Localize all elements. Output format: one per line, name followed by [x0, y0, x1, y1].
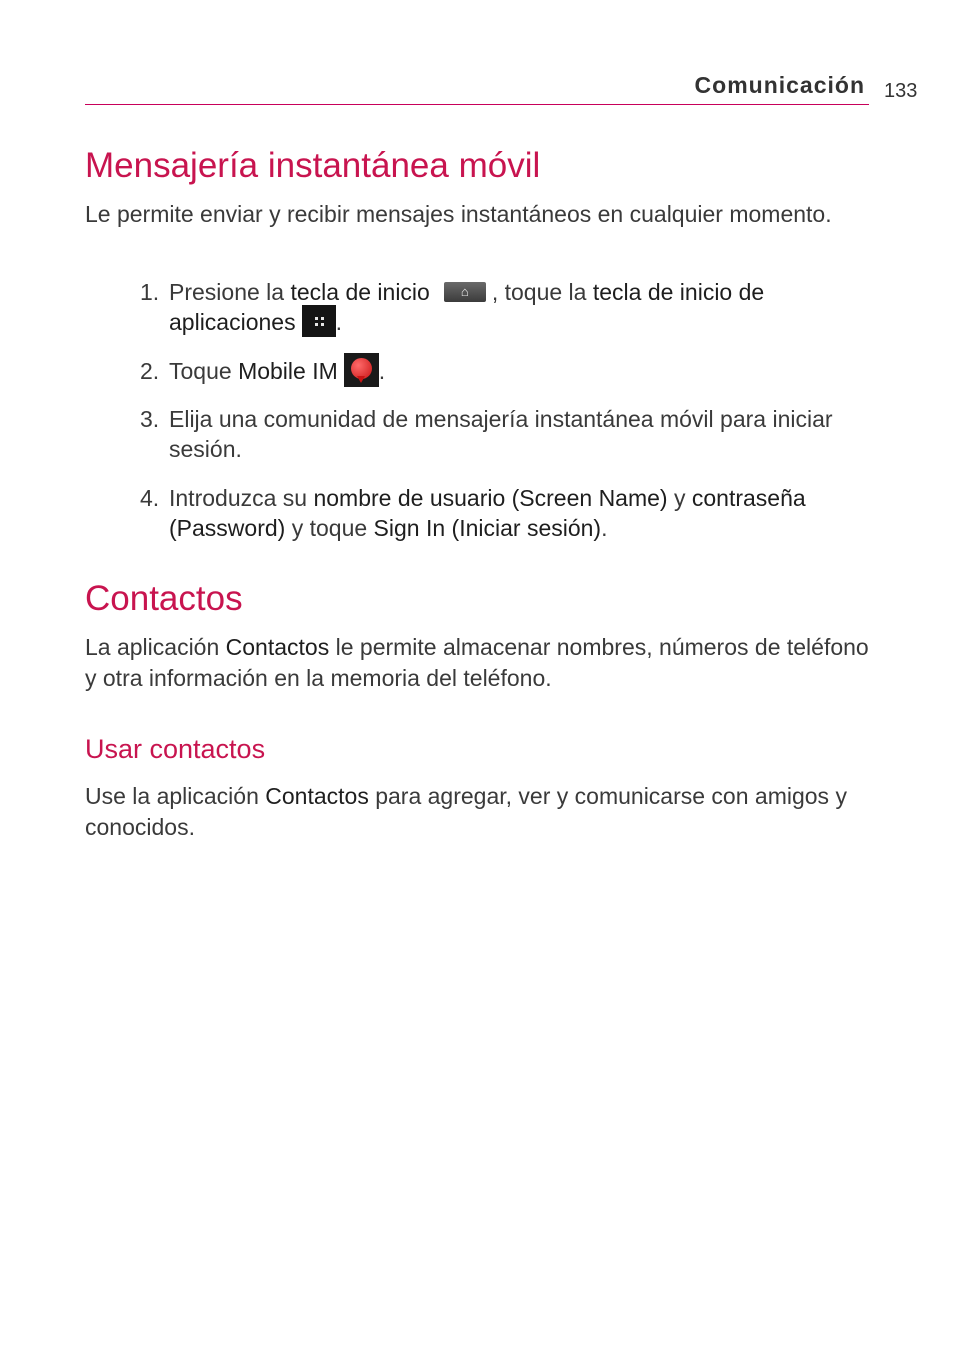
step-text-part: .: [335, 309, 342, 335]
step-text-part: Presione la: [169, 279, 291, 305]
step-number: 2.: [140, 358, 160, 384]
step-text-part: , toque la: [491, 279, 593, 305]
contacts-intro-part: La aplicación: [85, 634, 226, 660]
section-title: Comunicación: [694, 72, 865, 98]
home-key-icon: [444, 282, 486, 302]
contacts-intro-part: le permite almacenar nombres, números de teléfono y otra información en la memoria del teléfono.: [85, 634, 869, 691]
contacts-intro: [85, 632, 875, 694]
step-2: [140, 356, 860, 390]
mobile-im-label: Mobile IM: [238, 358, 338, 385]
step-number: 3.: [140, 406, 160, 432]
mobile-im-heading: Mensajería instantánea móvil: [85, 146, 541, 185]
step-number: 4.: [140, 485, 160, 511]
mobile-im-icon: [344, 353, 379, 387]
contacts-app-label: Contactos: [265, 783, 369, 809]
step-text: [169, 356, 860, 390]
step-text: Elija una comunidad de mensajería instantánea móvil para iniciar sesión.: [169, 406, 833, 462]
screen-name-label: nombre de usuario (Screen Name): [313, 485, 668, 511]
step-4: [140, 483, 860, 543]
step-text-part: .: [378, 358, 386, 385]
use-contacts-text: [85, 781, 875, 843]
mobile-im-intro: Le permite enviar y recibir mensajes instantáneos en cualquier momento.: [85, 201, 832, 227]
step-text: [169, 483, 860, 543]
step-3: [140, 404, 860, 464]
contacts-heading: Contactos: [85, 579, 243, 618]
apps-key-label: tecla de inicio de aplicaciones: [169, 279, 765, 335]
use-contacts-part: para agregar, ver y comunicarse con amigos y conocidos.: [85, 783, 847, 840]
step-text-part: y toque: [285, 515, 374, 541]
use-contacts-part: Use la aplicación: [85, 783, 266, 809]
step-1: [140, 277, 860, 340]
step-number: 1.: [140, 279, 160, 305]
home-key-label: tecla de inicio: [290, 279, 430, 305]
page-number: 133: [884, 80, 918, 102]
step-text-part: .: [601, 515, 608, 541]
password-label: contraseña (Password): [169, 485, 806, 541]
step-text: [169, 277, 860, 340]
step-text-part: Toque: [169, 358, 239, 385]
contacts-app-label: Contactos: [225, 634, 330, 660]
apps-key-icon: [302, 305, 336, 337]
sign-in-label: Sign In (Iniciar sesión): [373, 515, 602, 541]
step-text-part: Introduzca su: [169, 485, 314, 511]
use-contacts-heading: Usar contactos: [85, 734, 266, 764]
page-header: [85, 70, 869, 105]
step-text-part: y: [667, 485, 692, 511]
